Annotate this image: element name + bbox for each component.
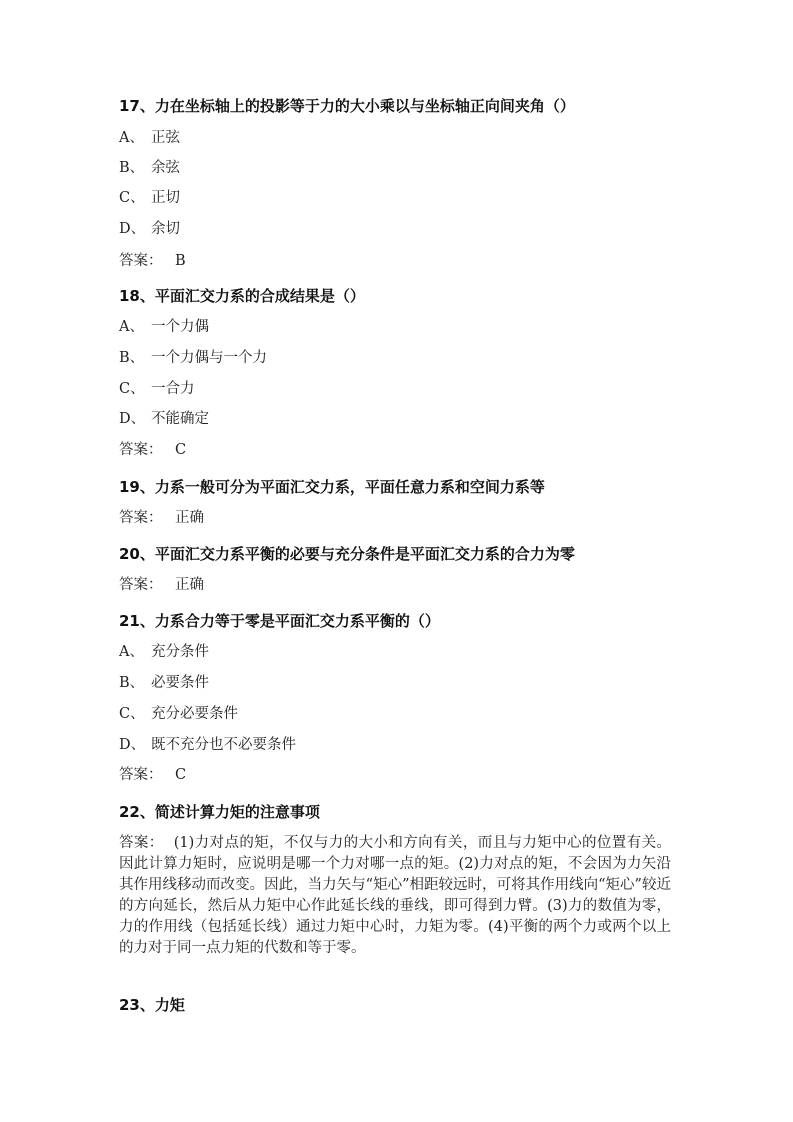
option-text: 一合力 bbox=[151, 381, 195, 397]
question-21-option-b bbox=[119, 673, 209, 693]
question-17-option-b bbox=[119, 158, 180, 178]
option-text: 一个力偶与一个力 bbox=[151, 350, 267, 366]
option-label: B、 bbox=[119, 675, 145, 691]
option-text: 正弦 bbox=[151, 130, 180, 146]
option-label: C、 bbox=[119, 190, 145, 206]
question-22-answer bbox=[119, 833, 671, 959]
answer-label: 答案： bbox=[119, 835, 164, 851]
question-17-option-c bbox=[119, 188, 180, 208]
question-21-title: 21、力系合力等于零是平面汇交力系平衡的（） bbox=[119, 612, 440, 630]
option-label: D、 bbox=[119, 411, 146, 427]
answer-value: C bbox=[175, 442, 187, 458]
question-18-option-d bbox=[119, 409, 209, 429]
question-18-option-a bbox=[119, 317, 209, 337]
option-text: 正切 bbox=[151, 190, 180, 206]
option-label: C、 bbox=[119, 706, 145, 722]
option-text: 一个力偶 bbox=[151, 319, 209, 335]
answer-label: 答案： bbox=[119, 767, 163, 783]
question-19-answer bbox=[119, 508, 204, 528]
question-18-option-b bbox=[119, 348, 267, 368]
option-text: 必要条件 bbox=[151, 675, 209, 691]
question-21-option-a bbox=[119, 642, 209, 662]
option-label: C、 bbox=[119, 381, 145, 397]
question-23-title: 23、力矩 bbox=[119, 996, 185, 1014]
question-22-title: 22、简述计算力矩的注意事项 bbox=[119, 803, 320, 821]
question-20-title: 20、平面汇交力系平衡的必要与充分条件是平面汇交力系的合力为零 bbox=[119, 545, 575, 563]
question-21-option-d bbox=[119, 735, 296, 755]
answer-value: B bbox=[175, 253, 186, 269]
option-text: 余弦 bbox=[151, 160, 180, 176]
question-17-option-a bbox=[119, 128, 180, 148]
option-label: B、 bbox=[119, 350, 145, 366]
option-text: 充分必要条件 bbox=[151, 706, 238, 722]
answer-value: C bbox=[175, 767, 187, 783]
option-label: A、 bbox=[119, 319, 144, 335]
question-18-title: 18、平面汇交力系的合成结果是（） bbox=[119, 287, 365, 305]
question-21-answer bbox=[119, 765, 186, 785]
question-18-option-c bbox=[119, 379, 195, 399]
option-label: B、 bbox=[119, 160, 145, 176]
question-17-answer bbox=[119, 251, 186, 271]
option-text: 充分条件 bbox=[151, 644, 209, 660]
answer-value: 正确 bbox=[175, 510, 204, 526]
option-label: D、 bbox=[119, 737, 146, 753]
answer-value: 正确 bbox=[175, 577, 204, 593]
answer-label: 答案： bbox=[119, 577, 163, 593]
question-19-title: 19、力系一般可分为平面汇交力系，平面任意力系和空间力系等 bbox=[119, 478, 545, 496]
question-17-option-d bbox=[119, 219, 180, 239]
answer-label: 答案： bbox=[119, 442, 163, 458]
option-label: A、 bbox=[119, 130, 144, 146]
answer-label: 答案： bbox=[119, 253, 163, 269]
question-18-answer bbox=[119, 440, 186, 460]
question-21-option-c bbox=[119, 704, 238, 724]
option-text: 余切 bbox=[151, 221, 180, 237]
question-17-title: 17、力在坐标轴上的投影等于力的大小乘以与坐标轴正向间夹角（） bbox=[119, 97, 575, 115]
answer-value: (1)力对点的矩，不仅与力的大小和方向有关，而且与力矩中心的位置有关。因此计算力矩时，应说明是哪一个力对哪一点的矩。(2)力对点的矩，不会因为力矢沿其作用线移动而改变。因此，当力矢与“矩心”相距较远时，可将其作用线向“矩心”较近的方向延长，然后从力矩中心作此延长线的垂线，即可得到力臂。(3)力的数值为零，力的作用线（包括延长线）通过力矩中心时，力矩为零。(4)平衡的两个力或两个以上的力对于同一点力矩的代数和等于零。 bbox=[119, 835, 671, 956]
option-label: D、 bbox=[119, 221, 146, 237]
option-text: 不能确定 bbox=[151, 411, 209, 427]
answer-label: 答案： bbox=[119, 510, 163, 526]
option-text: 既不充分也不必要条件 bbox=[151, 737, 296, 753]
question-20-answer bbox=[119, 575, 204, 595]
option-label: A、 bbox=[119, 644, 144, 660]
